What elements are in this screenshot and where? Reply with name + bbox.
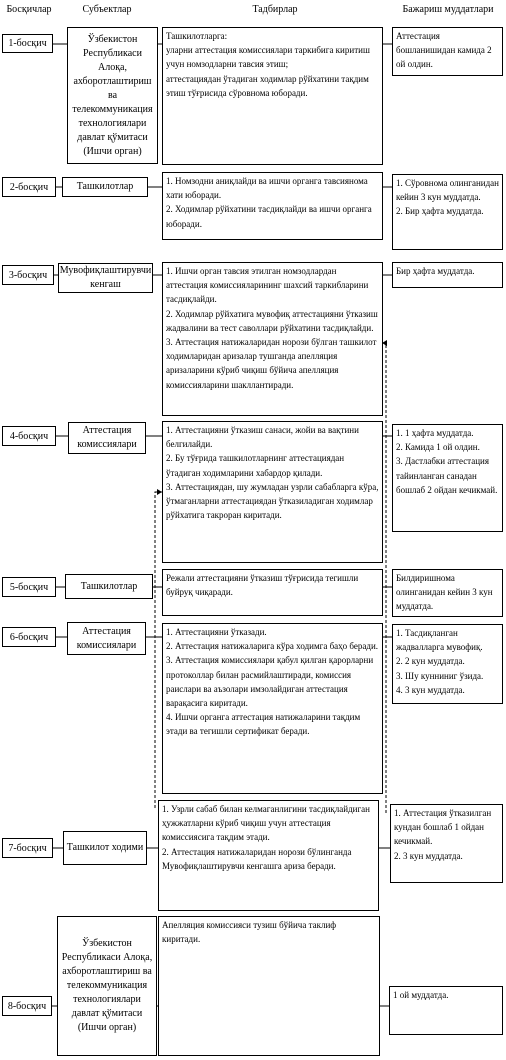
action-1-item: Ташкилотларга: xyxy=(166,31,228,41)
subject-8-label: Ўзбекистон Республикаси Алоқа, ахборотлаштириш ва телекоммуникация технологиялари давлат қўмитаси (Ишчи орган) xyxy=(61,938,153,1033)
deadline-8-item: 1 ой муддатда. xyxy=(393,990,449,1000)
deadline-1-item: Аттестация бошланишидан камида 2 ой олдин. xyxy=(396,31,492,70)
action-3-item: 2. Ходимлар рўйхатига мувофиқ аттестацияни ўтказиш жадвалини ва тест саволлари рўйхатини тасдиқлайди. xyxy=(166,308,378,333)
stage-8-label: 8-босқич xyxy=(7,1000,47,1012)
stage-2-box xyxy=(2,177,56,197)
action-6-box xyxy=(162,623,383,794)
subject-6-box xyxy=(67,622,146,655)
subject-4-box xyxy=(68,422,146,454)
stage-7-label: 7-босқич xyxy=(8,842,47,854)
stage-5-label: 5-босқич xyxy=(9,581,49,593)
action-8-item: Апелляция комиссияси тузиш бўйича таклиф киритади. xyxy=(162,920,337,945)
deadline-5-box xyxy=(392,569,503,617)
stage-3-box xyxy=(2,265,54,285)
action-6-item: 4. Ишчи органга аттестация натижаларини тақдим этади ва тегишли сертификат беради. xyxy=(166,712,361,737)
action-4-item: 1. Аттестацияни ўтказиш санаси, жойи ва вақтини белгилайди. xyxy=(166,425,359,450)
deadline-6-box xyxy=(392,624,503,704)
action-2-item: 1. Номзодни аниқлайди ва ишчи органга тавсиянома хати юборади. xyxy=(166,176,368,201)
deadline-7-item: 1. Аттестация ўтказилган кундан бошлаб 1 ойдан кечикмай. xyxy=(394,808,492,847)
deadline-7-box xyxy=(390,804,503,883)
subject-1-box xyxy=(67,27,158,164)
deadline-8-box xyxy=(389,986,503,1035)
subject-7-label: Ташкилот ходими xyxy=(66,842,144,853)
action-3-item: 1. Ишчи орган тавсия этилган номзодлардан аттестация комиссияларининг шахсий таркибларини тасдиқлайди. xyxy=(166,266,369,305)
action-7-item: 2. Аттестация натижаларидан норози бўлинганда Мувофиқлаштирувчи кенгашга ариза беради. xyxy=(162,846,352,871)
header-subjects: Субъектлар xyxy=(82,4,132,15)
deadline-1-box xyxy=(392,27,503,76)
stage-3-label: 3-босқич xyxy=(8,269,48,281)
deadline-3-item: Бир ҳафта муддатда. xyxy=(396,266,475,276)
action-6-item: 2. Аттестация натижаларига кўра ходимга баҳо беради. xyxy=(166,641,379,652)
action-3-item: 3. Аттестация натижаларидан норози бўлган ташкилот ходимларидан аризалар тушганда апелляция аризаларини кўриб чиқиш бўйича апелляция комиссияларини шакллантиради. xyxy=(166,337,377,390)
action-1-item: уларни аттестация комиссиялари таркибига киритиш учун номзодларни тавсия этиш; xyxy=(166,45,370,70)
stage-4-box xyxy=(2,426,56,446)
deadline-6-item: 2. 2 кун муддатда. xyxy=(396,656,465,667)
action-4-item: 2. Бу тўғрида ташкилотларнинг аттестациядан ўтадиган ходимларини хабардор қилади. xyxy=(166,453,345,478)
action-7-item: 1. Узрли сабаб билан келмаганлигини тасдиқлайдиган ҳужжатларни кўриб чиқиш учун аттестация комиссиясига тақдим этади. xyxy=(162,804,370,843)
action-5-box xyxy=(162,569,383,616)
subject-2-label: Ташкилотлар xyxy=(76,181,134,192)
deadline-2-box xyxy=(392,174,503,250)
deadline-4-item: 2. Камида 1 ой олдин. xyxy=(396,442,480,453)
deadline-2-item: 1. Сўровнома олинганидан кейин 3 кун муддатда. xyxy=(396,178,499,203)
deadline-6-item: 4. 3 кун муддатда. xyxy=(396,684,465,695)
stage-2-label: 2-босқич xyxy=(9,181,49,193)
subject-8-box xyxy=(57,916,157,1056)
header-actions: Тадбирлар xyxy=(252,4,298,15)
stage-7-box xyxy=(2,838,53,858)
header-stages: Босқичлар xyxy=(6,4,52,15)
action-4-item: 3. Аттестациядан, шу жумладан узрли сабабларга кўра, ўтмаганларни аттестациядан ўтказиладиган ходимлар рўйхатига такроран киритади. xyxy=(166,481,379,521)
dashed-arrow-to-stage4 xyxy=(155,492,162,808)
deadline-5-item: Билдиришнома олинганидан кейин 3 кун муддатда. xyxy=(396,573,493,612)
subject-7-box xyxy=(63,831,147,865)
subject-6-label: Аттестация комиссиялари xyxy=(76,625,137,651)
subject-3-box xyxy=(58,263,153,293)
stage-1-box xyxy=(2,34,53,53)
deadline-6-item: 1. Тасдиқланган жадвалларга мувофиқ. xyxy=(396,628,483,653)
subject-5-box xyxy=(65,574,153,599)
deadline-4-item: 1. 1 ҳафта муддатда. xyxy=(396,428,474,438)
action-1-box xyxy=(162,27,383,165)
deadline-3-box xyxy=(392,262,503,288)
stage-6-label: 6-босқич xyxy=(9,631,49,643)
deadline-4-box xyxy=(392,424,503,532)
header-deadlines: Бажариш муддатлари xyxy=(402,4,494,15)
stage-8-box xyxy=(2,996,52,1016)
stage-1-label: 1-босқич xyxy=(8,38,47,49)
subject-2-box xyxy=(62,177,148,197)
action-7-box xyxy=(158,800,379,911)
subject-1-label: Ўзбекистон Республикаси Алоқа, ахборотлаштириш ва телекоммуникация технологиялари давлат қўмитаси (Ишчи орган) xyxy=(72,33,153,157)
deadline-6-item: 3. Шу кунниниг ўзида. xyxy=(396,670,484,681)
subject-3-label: Мувофиқлаштирувчи кенгаш xyxy=(59,265,152,290)
subject-5-label: Ташкилотлар xyxy=(80,580,138,592)
stage-4-label: 4-босқич xyxy=(9,430,49,442)
subject-4-label: Аттестация комиссиялари xyxy=(77,425,137,450)
deadline-4-item: 3. Дастлабки аттестация тайинланган санадан бошлаб 2 ойдан кечикмай. xyxy=(396,456,498,495)
action-2-item: 2. Ходимлар рўйхатини тасдиқлайди ва ишчи органга юборади. xyxy=(166,204,372,229)
stage-6-box xyxy=(2,627,56,647)
action-2-box xyxy=(162,172,383,240)
action-8-box xyxy=(158,916,380,1056)
action-1-item: аттестациядан ўтадиган ходимлар рўйхатини тақдим этиш тўғрисида сўровнома юборади. xyxy=(166,73,369,98)
action-3-box xyxy=(162,262,383,416)
deadline-2-item: 2. Бир ҳафта муддатда. xyxy=(396,206,484,217)
action-6-item: 1. Аттестацияни ўтказади. xyxy=(166,627,267,637)
action-4-box xyxy=(162,421,383,563)
action-5-item: Режали аттестацияни ўтказиш тўғрисида тегишли буйруқ чиқаради. xyxy=(166,573,359,598)
stage-5-box xyxy=(2,577,56,597)
deadline-7-item: 2. 3 кун муддатда. xyxy=(394,850,463,861)
action-6-item: 3. Аттестация комиссиялари қабул қилган қарорларни протоколлар билан расмийлаштиради, комиссия раислари ва аъзолари имзолайдиган аттестация варақасига киритади. xyxy=(166,655,374,709)
